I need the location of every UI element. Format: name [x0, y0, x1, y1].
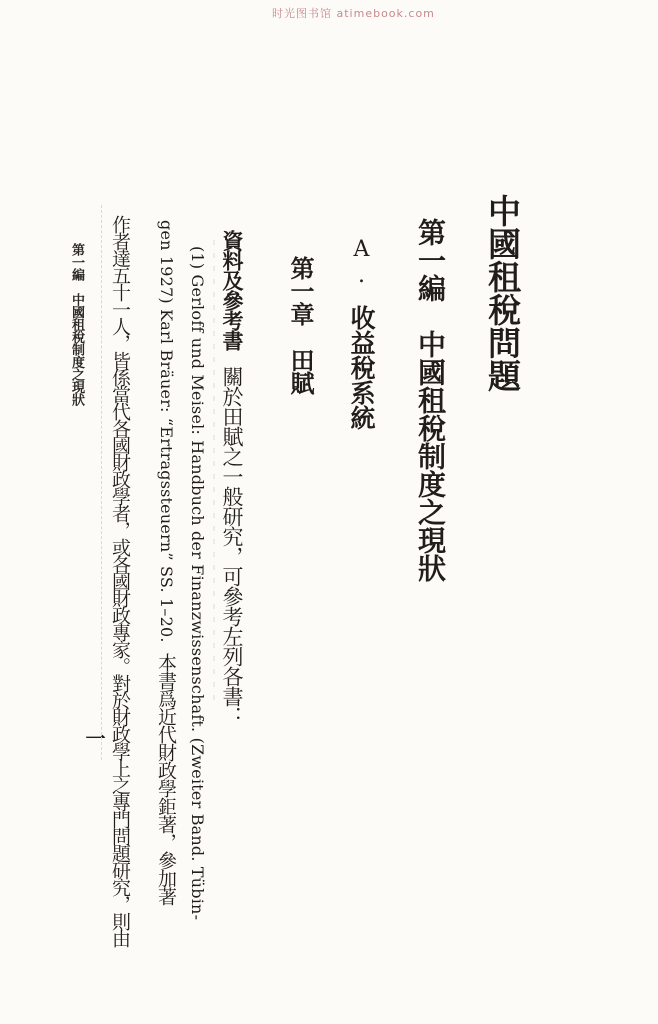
- references-heading: 資料及參考書: [220, 230, 245, 350]
- section-letter: A.: [349, 237, 374, 289]
- library-watermark: 时光图书馆 atimebook.com: [272, 7, 435, 20]
- references-intro: 關於田賦之一般研究，可參考左列各書：: [220, 366, 244, 726]
- running-title: 第一編 中國租稅制度之現狀: [69, 243, 84, 406]
- scan-artifact-speckle-line: [213, 240, 215, 705]
- book-title: 中國租稅問題: [483, 194, 522, 392]
- chapter-heading: 第一章 田賦: [286, 256, 315, 394]
- reference-1-citation-continued: gen 1927) Karl Bräuer: “Ertragssteuern” SS. 1–20.: [157, 220, 176, 643]
- section-heading: 收益稅系統: [347, 305, 376, 430]
- part-heading: 第一編 中國租稅制度之現狀: [414, 218, 447, 582]
- references-column: [221, 230, 243, 775]
- page-number: 一: [82, 728, 106, 748]
- reference-1-note-continued: 作者達五十一人，皆係當代各國財政學者，或各國財政專家。對於財政學上之專門問題研究，則由: [109, 215, 131, 946]
- scan-artifact-dashed-line: [101, 205, 102, 760]
- reference-1-citation-line-2: [156, 220, 175, 930]
- reference-1-note-start: 本書爲近代財政學鉅著，參加著: [155, 652, 177, 905]
- reference-1-citation-line-1: (1) Gerloff und Meisel: Handbuch der Finanzwissenschaft. (Zweiter Band. Tübin-: [188, 246, 207, 921]
- section-heading-column: [349, 237, 374, 447]
